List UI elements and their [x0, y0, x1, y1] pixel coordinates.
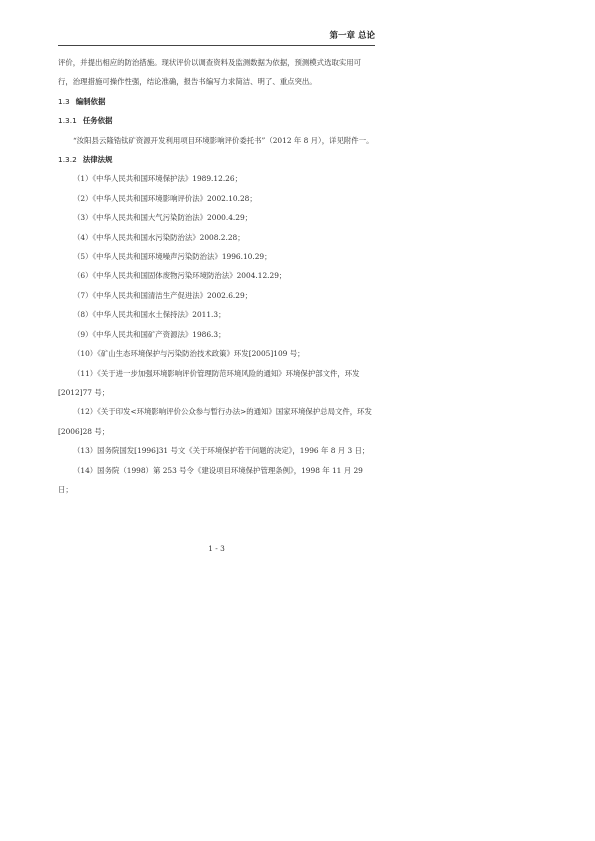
section-number: 1.3.2	[58, 155, 77, 165]
intro-paragraph: 评价，并提出相应的防治措施。现状评价以调查资料及监测数据为依据，预测模式选取实用可行，治理措施可操作性强，结论准确，报告书编写力求简洁、明了、重点突出。	[58, 58, 362, 87]
section-title: 编制依据	[75, 96, 106, 106]
page-number: 1 - 3	[208, 544, 225, 553]
law-item: （5）《中华人民共和国环境噪声污染防治法》1996.10.29；	[73, 252, 272, 262]
section-number: 1.3.1	[58, 116, 77, 126]
section-heading-1-3-1	[58, 111, 375, 130]
section-title: 任务依据	[82, 116, 113, 126]
law-item: （9）《中华人民共和国矿产资源法》1986.3；	[73, 329, 226, 339]
law-item: （10）《矿山生态环境保护与污染防治技术政策》环发[2005]109 号；	[73, 349, 305, 359]
law-item: （8）《中华人民共和国水土保持法》2011.3；	[73, 310, 226, 320]
law-item: （2）《中华人民共和国环境影响评价法》2002.10.28；	[73, 193, 257, 203]
law-item: （11）《关于进一步加强环境影响评价管理防范环境风险的通知》环境保护部文件，环发[2012]77 号；	[58, 368, 360, 397]
law-item: （14）国务院（1998）第 253 号令《建设项目环境保护管理条例》，1998 年 11 月 29 日；	[58, 465, 363, 494]
section-title: 法律法规	[82, 155, 113, 165]
header-rule	[58, 45, 375, 46]
law-item: （7）《中华人民共和国清洁生产促进法》2002.6.29；	[73, 290, 253, 300]
task-basis-paragraph: “汝阳县云隆锆钛矿资源开发利用项目环境影响评价委托书”（2012 年 8 月），详见附件一。	[73, 135, 374, 145]
law-item: （3）《中华人民共和国大气污染防治法》2000.4.29；	[73, 213, 253, 223]
section-number: 1.3	[58, 96, 70, 106]
chapter-header: 第一章 总论	[329, 31, 375, 41]
law-item: （13）国务院国发[1996]31 号文《关于环境保护若干问题的决定》，1996 年 8 月 3 日；	[73, 446, 370, 456]
law-item: （4）《中华人民共和国水污染防治法》2008.2.28；	[73, 232, 245, 242]
section-heading-1-3-2	[58, 150, 375, 169]
page-body	[58, 53, 375, 499]
law-item: （12）《关于印发<环境影响评价公众参与暂行办法>的通知》国家环境保护总局文件，环发[2006]28 号；	[58, 407, 372, 436]
law-item: （1）《中华人民共和国环境保护法》1989.12.26；	[73, 174, 242, 184]
law-item: （6）《中华人民共和国固体废物污染环境防治法》2004.12.29；	[73, 271, 287, 281]
section-heading-1-3	[58, 92, 375, 111]
